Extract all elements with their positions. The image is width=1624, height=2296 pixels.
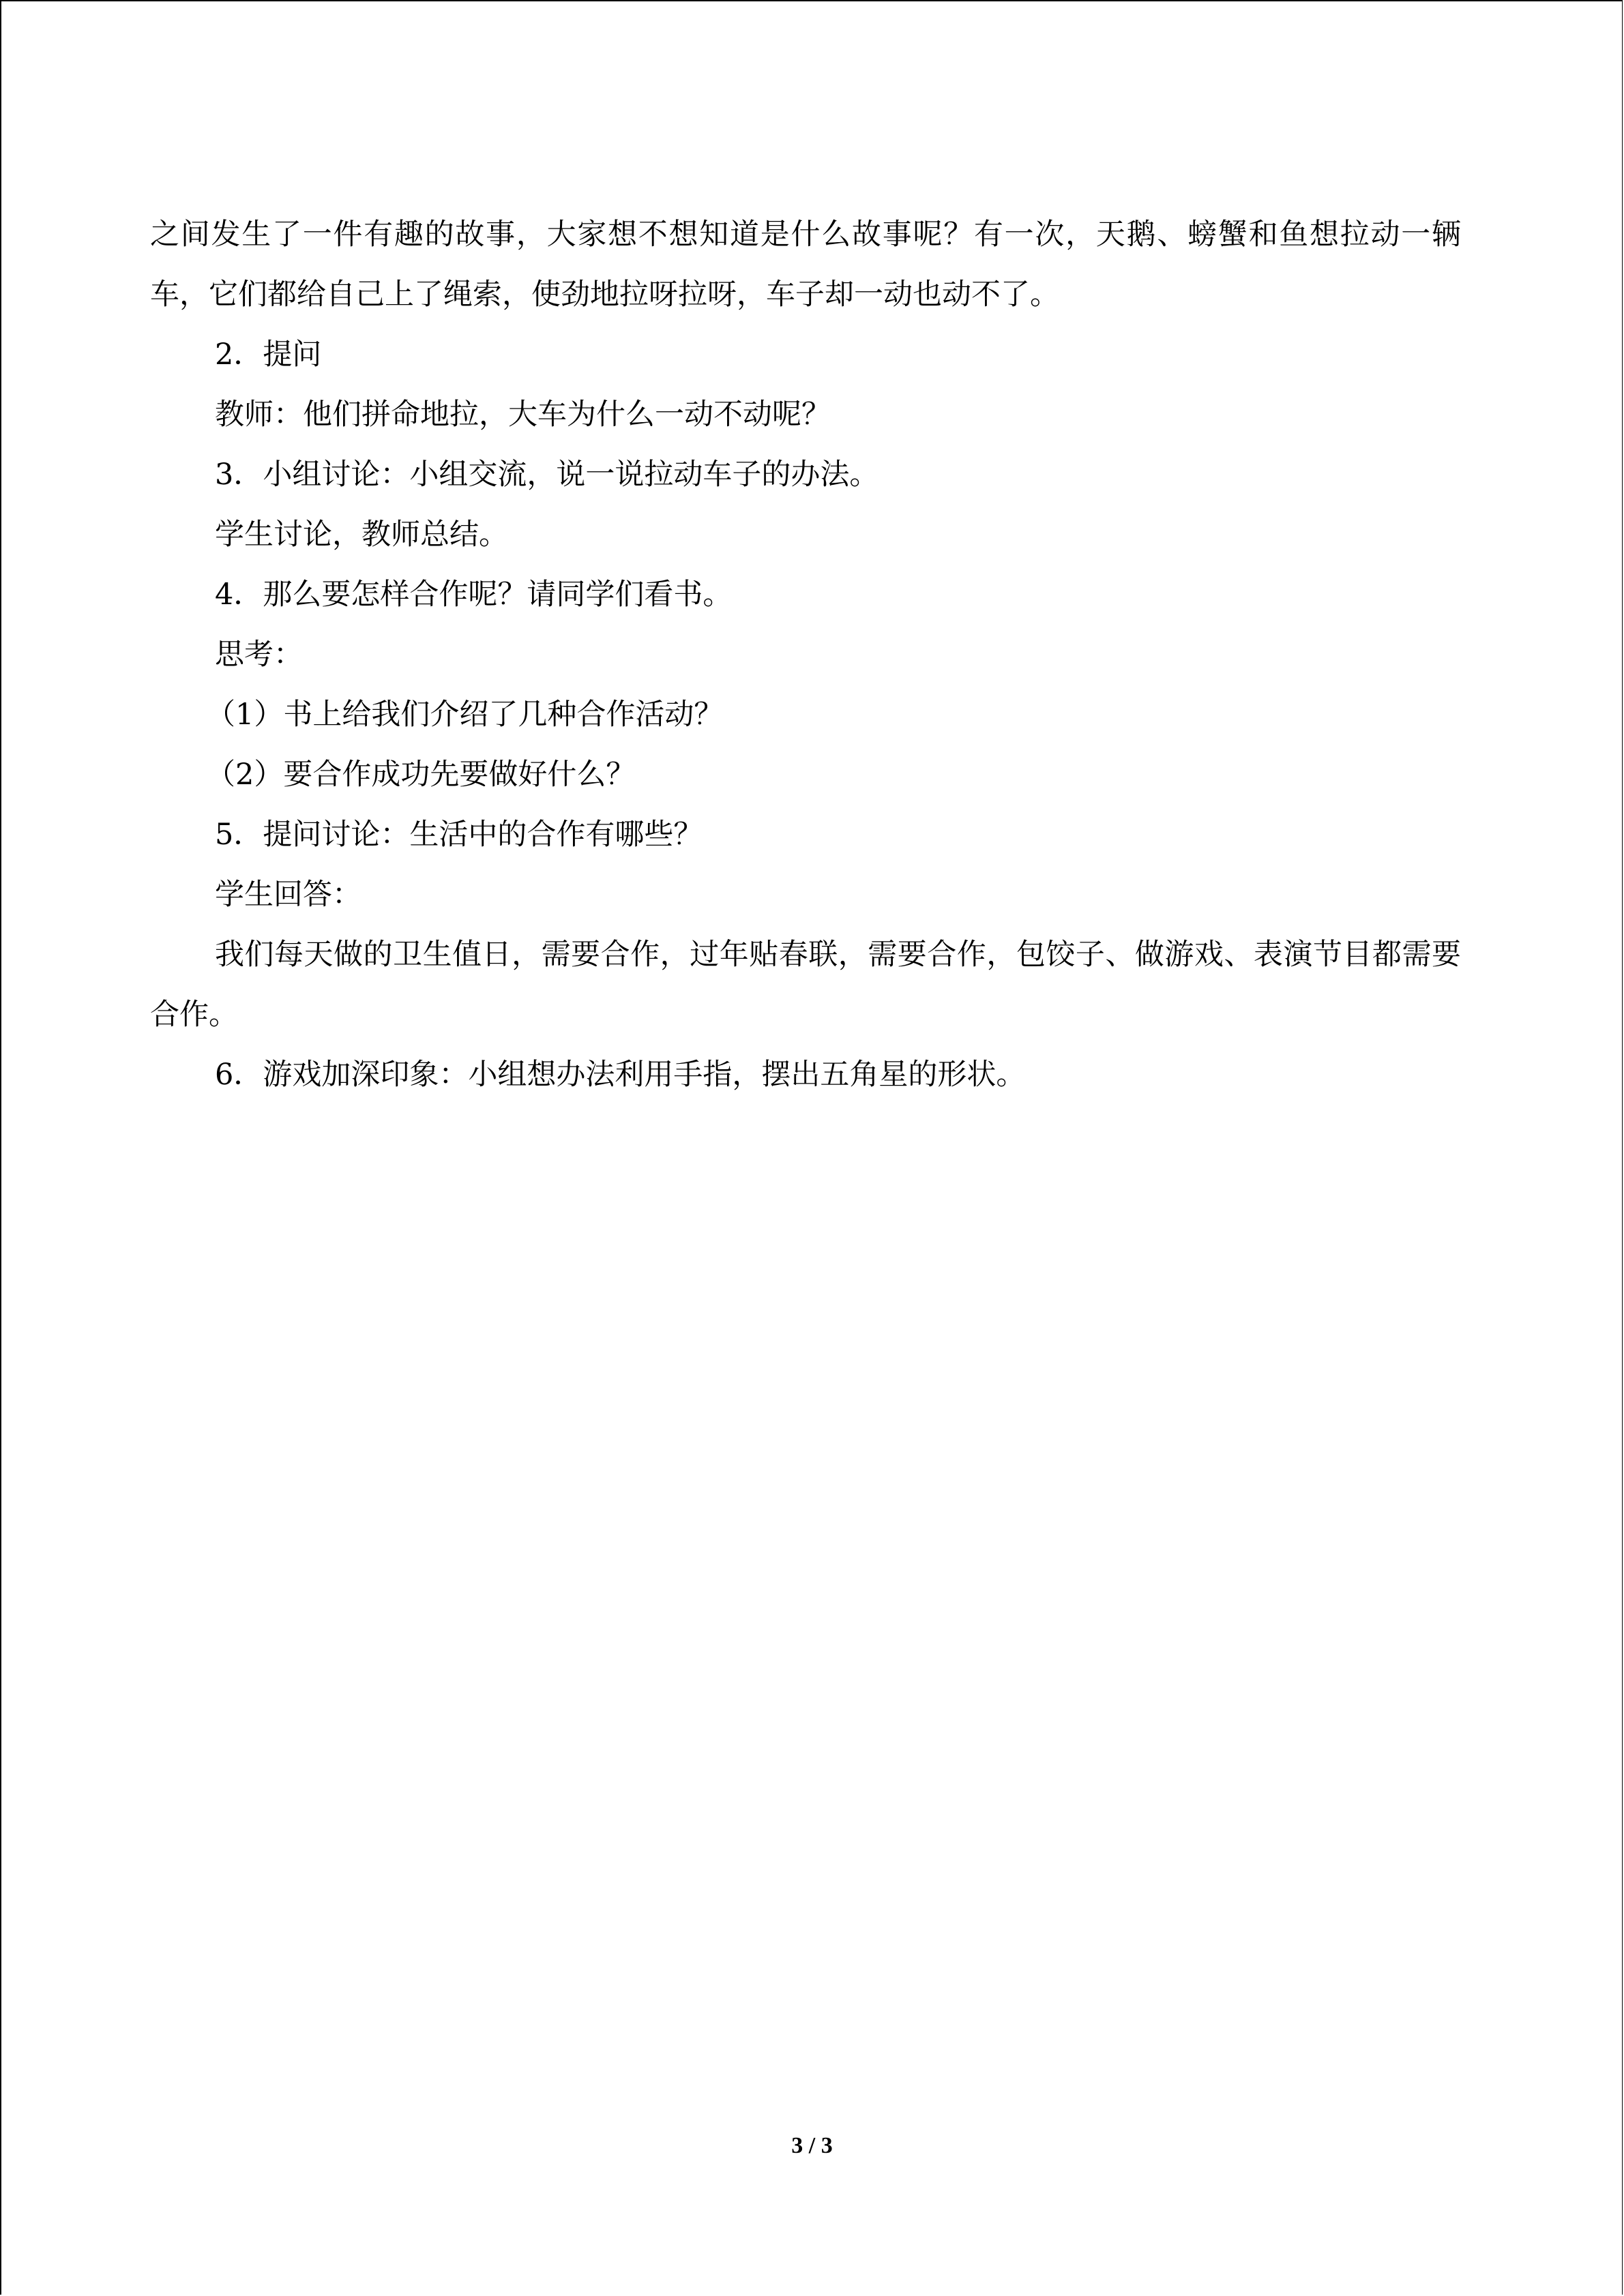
step-6-game: 6．游戏加深印象：小组想办法利用手指，摆出五角星的形状。 (215, 1058, 1026, 1092)
step-5-discussion: 5．提问讨论：生活中的合作有哪些？ (215, 818, 703, 852)
step-2-heading: 2．提问 (215, 338, 322, 372)
document-body (150, 205, 1461, 1105)
think-label: 思考： (215, 638, 303, 672)
discussion-summary: 学生讨论，教师总结。 (215, 518, 508, 552)
teacher-question: 教师：他们拼命地拉，大车为什么一动不动呢？ (215, 398, 831, 432)
student-answer-paragraph: 我们每天做的卫生值日，需要合作，过年贴春联，需要合作，包饺子、做游戏、表演节目都需要合作。 (150, 938, 1461, 1032)
step-4-reading: 4．那么要怎样合作呢？请同学们看书。 (215, 578, 733, 612)
story-paragraph: 之间发生了一件有趣的故事，大家想不想知道是什么故事呢？有一次，天鹅、螃蟹和鱼想拉动一辆车，它们都给自己上了绳索，使劲地拉呀拉呀，车子却一动也动不了。 (150, 218, 1461, 312)
think-question-1: （1）书上给我们介绍了几种合作活动？ (206, 698, 724, 732)
step-3-group-discussion: 3．小组讨论：小组交流，说一说拉动车子的办法。 (215, 458, 879, 492)
page-number: 3 / 3 (791, 2133, 833, 2158)
student-answer-label: 学生回答： (215, 878, 361, 912)
think-question-2: （2）要合作成功先要做好什么？ (206, 758, 636, 792)
